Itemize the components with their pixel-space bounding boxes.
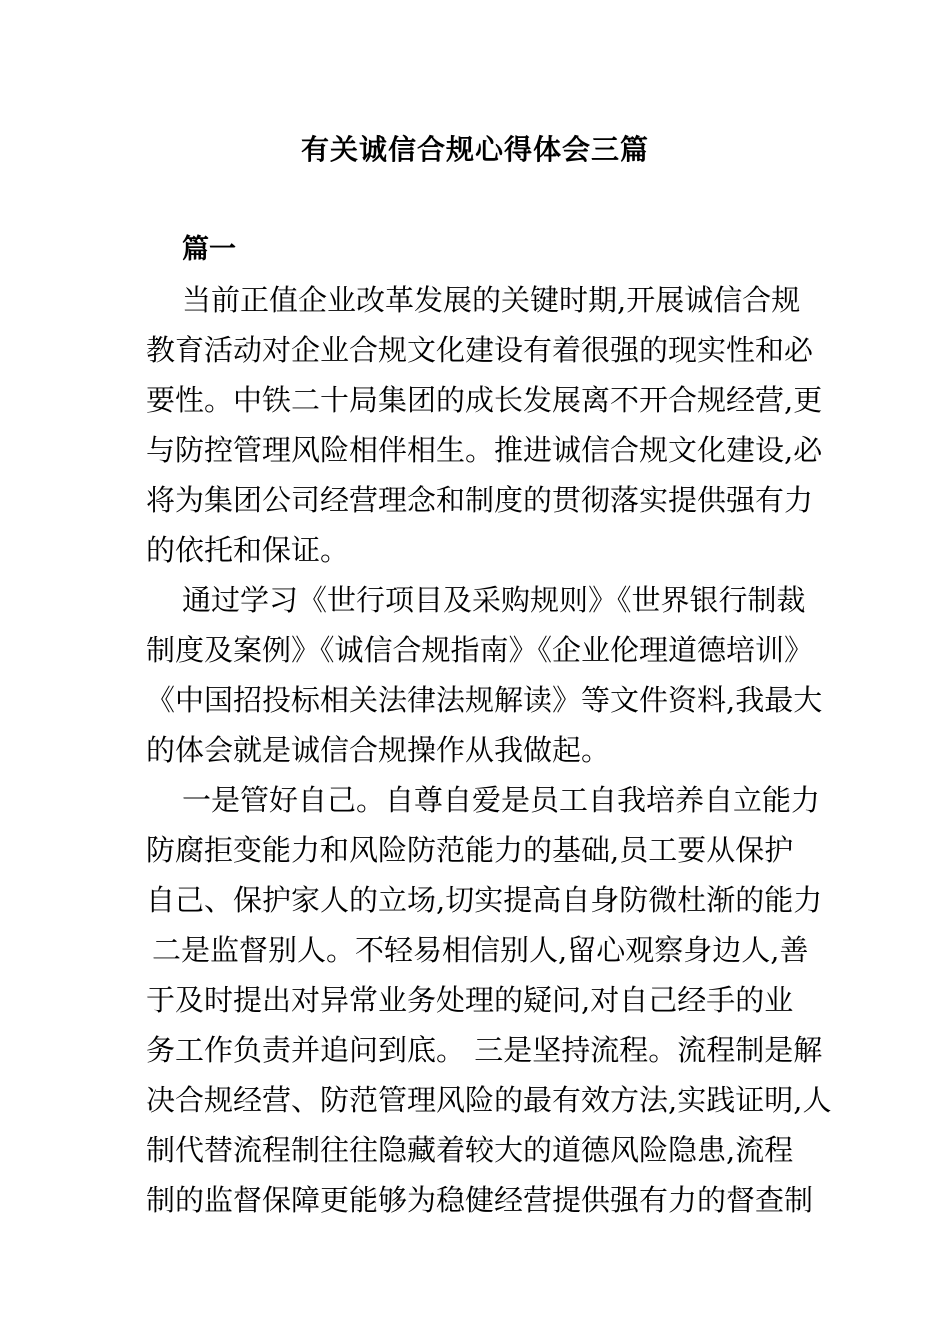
- paragraph-line: 制度及案例》《诚信合规指南》《企业伦理道德培训》: [146, 633, 814, 667]
- paragraph-line: 的依托和保证。: [146, 533, 350, 567]
- section-heading: 篇一: [182, 234, 236, 265]
- paragraph-line: 通过学习《世行项目及采购规则》《世界银行制裁: [182, 583, 806, 617]
- document-title: 有关诚信合规心得体会三篇: [300, 133, 649, 166]
- paragraph-line: 制的监督保障更能够为稳健经营提供强有力的督查制: [146, 1183, 814, 1217]
- paragraph-line: 一是管好自己。自尊自爱是员工自我培养自立能力: [182, 783, 821, 817]
- paragraph-line: 当前正值企业改革发展的关键时期,开展诚信合规: [182, 283, 801, 317]
- paragraph-line: 自己、保护家人的立场,切实提高自身防微杜渐的能力: [146, 883, 823, 917]
- paragraph-line: 于及时提出对异常业务处理的疑问,对自己经手的业: [146, 983, 794, 1017]
- paragraph-line: 要性。中铁二十局集团的成长发展离不开合规经营,更: [146, 383, 823, 417]
- paragraph-line: 《中国招投标相关法律法规解读》等文件资料,我最大: [146, 683, 823, 717]
- paragraph-line: 将为集团公司经营理念和制度的贯彻落实提供强有力: [146, 483, 814, 517]
- paragraph-line: 二是监督别人。不轻易相信别人,留心观察身边人,善: [152, 933, 809, 967]
- paragraph-line: 防腐拒变能力和风险防范能力的基础,员工要从保护: [146, 833, 794, 867]
- paragraph-line: 制代替流程制往往隐藏着较大的道德风险隐患,流程: [146, 1133, 794, 1167]
- paragraph-line: 与防控管理风险相伴相生。推进诚信合规文化建设,必: [146, 433, 823, 467]
- paragraph-line: 教育活动对企业合规文化建设有着很强的现实性和必: [146, 333, 814, 367]
- paragraph-line: 决合规经营、防范管理风险的最有效方法,实践证明,人: [146, 1083, 832, 1117]
- paragraph-line: 的体会就是诚信合规操作从我做起。: [146, 733, 611, 767]
- paragraph-line: 务工作负责并追问到底。 三是坚持流程。流程制是解: [146, 1033, 823, 1067]
